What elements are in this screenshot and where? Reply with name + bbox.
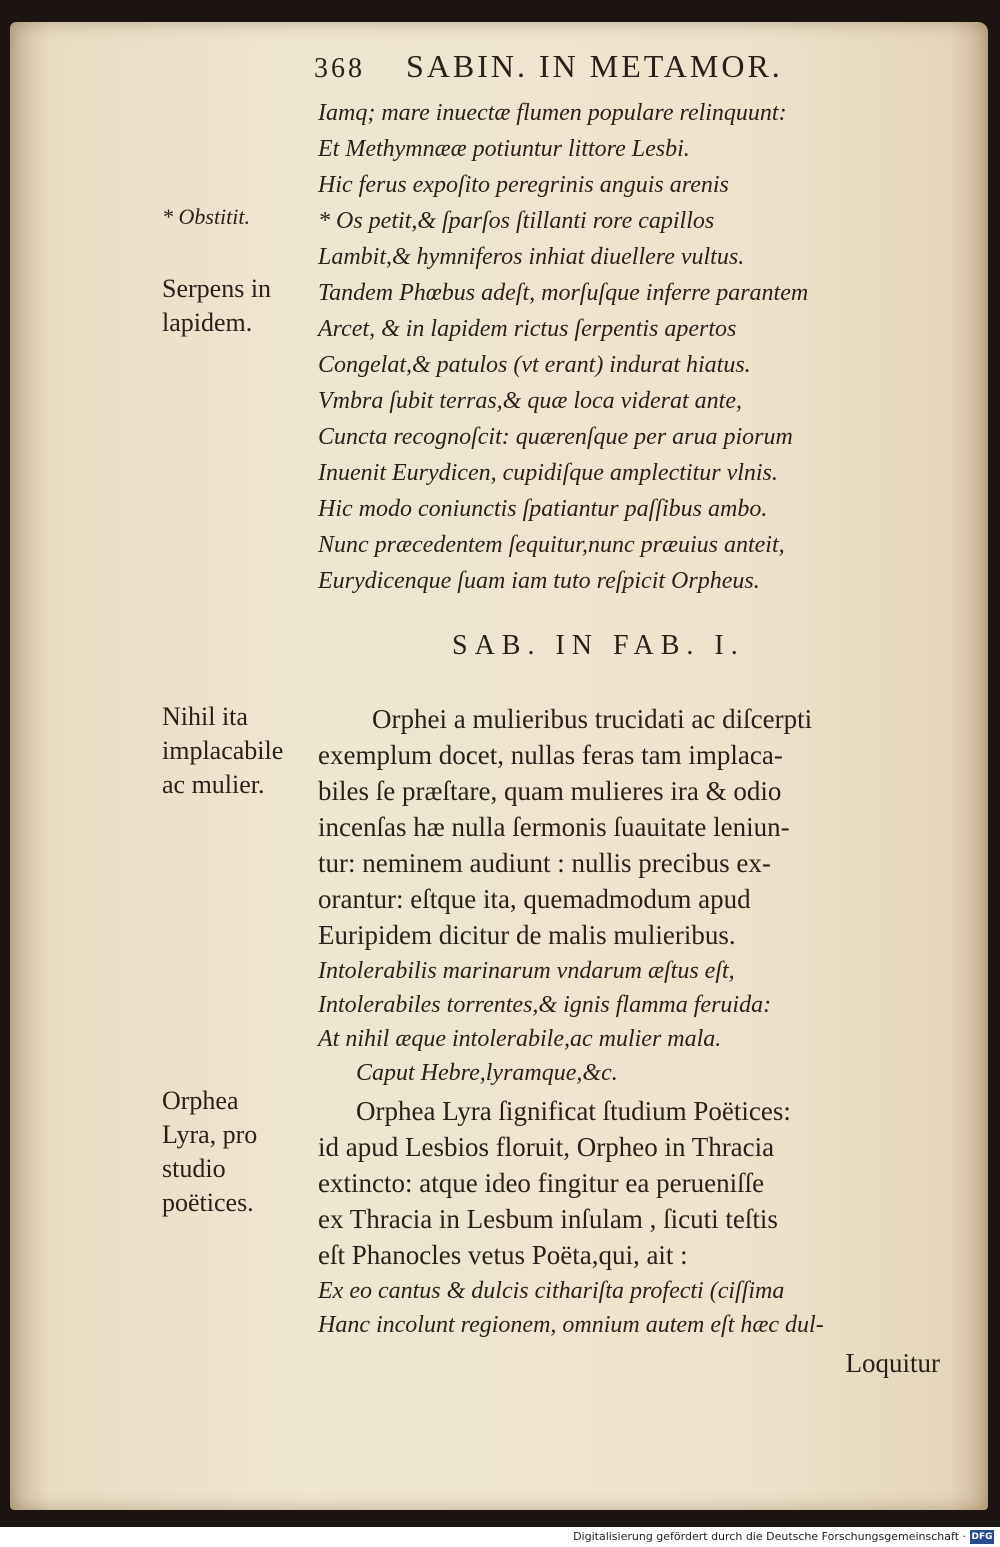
page-number: 368 <box>314 53 365 84</box>
quote-verse-line: At nihil æque intolerabile,ac mulier mala. <box>318 1026 722 1052</box>
verse-line: Congelat,& patulos (vt erant) indurat hiatus. <box>318 352 751 378</box>
margin-note-orphea: Orphea Lyra, pro studio poëtices. <box>162 1086 258 1217</box>
prose-line: exemplum docet, nullas feras tam implaca- <box>318 740 783 770</box>
prose-line: incenſas hæ nulla ſermonis ſuauitate leniun- <box>318 812 790 842</box>
verse-line: Hic ferus expoſito peregrinis anguis arenis <box>318 172 729 198</box>
verse-line: Arcet, & in lapidem rictus ſerpentis apertos <box>318 316 737 342</box>
verse-line: Hic modo coniunctis ſpatiantur paſſibus ambo. <box>318 496 768 522</box>
verse-line: Inuenit Eurydicen, cupidiſque amplectitur vlnis. <box>318 460 778 486</box>
prose-line: Orphei a mulieribus trucidati ac diſcerpti <box>372 704 813 734</box>
verse-line: Nunc præcedentem ſequitur,nunc præuius anteit, <box>318 532 785 558</box>
verse-line: Tandem Phœbus adeſt, morſuſque inferre parantem <box>318 280 809 306</box>
prose-line: Euripidem dicitur de malis mulieribus. <box>318 920 736 950</box>
footer-bar <box>0 1527 1000 1547</box>
verse-line: * Os petit,& ſparſos ſtillanti rore capillos <box>318 208 715 234</box>
prose-line: orantur: eſtque ita, quemadmodum apud <box>318 884 751 914</box>
section-heading: SAB. IN FAB. I. <box>452 630 745 661</box>
margin-note-obstitit: * Obstitit. <box>162 204 251 229</box>
catchword: Loquitur <box>845 1348 940 1378</box>
prose-line: biles ſe præſtare, quam mulieres ira & odio <box>318 776 782 806</box>
verse-line: Cuncta recognoſcit: quærenſque per arua piorum <box>318 424 793 450</box>
lemma: Caput Hebre,lyramque,&c. <box>356 1060 618 1086</box>
verse-line: Lambit,& hymniferos inhiat diuellere vultus. <box>318 244 745 270</box>
prose-line: eſt Phanocles vetus Poëta,qui, ait : <box>318 1240 688 1270</box>
prose-line: Orphea Lyra ſignificat ſtudium Poëtices: <box>356 1096 791 1126</box>
prose-line: tur: neminem audiunt : nullis precibus ex- <box>318 848 771 878</box>
quote-verse-line: Intolerabilis marinarum vndarum æſtus eſt, <box>318 958 735 984</box>
verse-line: Hanc incolunt regionem, omnium autem eſt hæc dul- <box>318 1312 824 1338</box>
verse-line: Eurydicenque ſuam iam tuto reſpicit Orpheus. <box>318 568 760 594</box>
running-header <box>314 48 934 85</box>
verse-line: Et Methymnææ potiuntur littore Lesbi. <box>318 136 690 162</box>
verse-line: Vmbra ſubit terras,& quæ loca viderat ante, <box>318 388 742 414</box>
verse-line: Ex eo cantus & dulcis cithariſta profecti (ciſſima <box>318 1278 785 1304</box>
footer-credit: Digitalisierung gefördert durch die Deutsche Forschungsgemeinschaft · <box>573 1530 966 1543</box>
prose-line: id apud Lesbios floruit, Orpheo in Thracia <box>318 1132 775 1162</box>
running-title: SABIN. IN METAMOR. <box>406 48 783 84</box>
margin-note-serpens: Serpens in lapidem. <box>162 274 272 337</box>
verse-line: Iamq; mare inuectæ flumen populare relinquunt: <box>318 100 787 126</box>
dfg-logo: DFG <box>971 1532 993 1542</box>
margin-note-nihil: Nihil ita implacabile ac mulier. <box>162 702 284 799</box>
prose-line: extincto: atque ideo fingitur ea perueniſſe <box>318 1168 765 1198</box>
prose-line: ex Thracia in Lesbum inſulam , ſicuti teſtis <box>318 1204 778 1234</box>
quote-verse-line: Intolerabiles torrentes,& ignis flamma feruida: <box>318 992 772 1018</box>
